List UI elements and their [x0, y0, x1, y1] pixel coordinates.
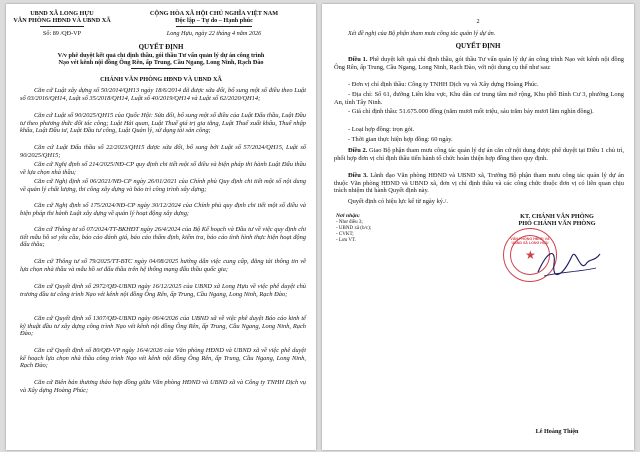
item-contract-type: [334, 126, 624, 134]
legal-basis-8: [20, 258, 306, 273]
effect-clause: [334, 198, 624, 206]
seal-star-icon: ★: [525, 248, 536, 262]
recipient-item: - Như điều 3;: [336, 220, 363, 225]
motto-underline: [176, 26, 252, 27]
country-name: CỘNG HÒA XÃ HỘI CHỦ NGHĨA VIỆT NAM: [149, 10, 279, 17]
legal-basis-6: [20, 202, 306, 217]
place-date: Long Hựu, ngày 22 tháng 4 năm 2026: [166, 30, 262, 37]
agency-line-1: UBND XÃ LONG HỰU: [30, 10, 94, 17]
legal-basis-2: [20, 112, 306, 135]
recipient-item: - CVKT;: [336, 232, 354, 237]
article-2-text: Giao Bộ phận tham mưu công tác quản lý dự án căn cứ nội dung được phê duyệt tại Điều 1 chủ trì, phối hợp đơn vị chỉ định thầu tiến hành tổ chức hoàn thiện hợp đồng theo quy định.: [334, 147, 624, 162]
signing-title-2: PHÓ CHÁNH VĂN PHÒNG: [518, 220, 596, 227]
legal-basis-text: Căn cứ Quyết định số 1307/QĐ-UBND ngày 06/4/2026 của UBND xã về việc phê duyệt Báo cáo kinh tế kỹ thuật đầu tư xây dựng công trình Nạo vét kênh nội đồng Ông Rên, ấp Trung, Cầu Ngang, Long Ninh, Rạch Đào;: [20, 315, 306, 338]
document-page-2: [322, 4, 634, 450]
subject-underline: [131, 68, 191, 69]
subject-line-2: Nạo vét kênh nội đồng Ông Rên, ấp Trung, Cầu Ngang, Long Ninh, Rạch Đào: [58, 59, 264, 66]
article-3-label: Điều 3.: [348, 172, 368, 179]
legal-basis-text: Căn cứ Thông tư số 79/2025/TT-BTC ngày 04/08/2025 hướng dẫn việc cung cấp, đăng tải thông tin về lựa chọn nhà thầu và mẫu hồ sơ đấu thầu trên hệ thống mạng đấu thầu quốc gia;: [20, 258, 306, 273]
item-address: [334, 91, 624, 106]
legal-basis-text: Căn cứ Thông tư số 07/2024/TT-BKHĐT ngày 26/4/2024 của Bộ Kế hoạch và Đầu tư về việc quy định chi tiết mẫu hồ sơ yêu cầu, báo cáo đánh giá, báo cáo thẩm định, kiểm tra, báo cáo tình hình thực hiện hoạt động đấu thầu;: [20, 226, 306, 249]
article-1-text: Phê duyệt kết quả chỉ định thầu, gói thầu Tư vấn quản lý dự án công trình Nạo vét kênh nội đồng Ông Rên, ấp Trung, Cầu Ngang, Long Ninh, Rạch Đào, với nội dung cụ thể như sau:: [334, 56, 624, 71]
article-2-label: Điều 2.: [348, 147, 368, 154]
signing-title-1: KT. CHÁNH VĂN PHÒNG: [520, 213, 594, 220]
article-3: [334, 172, 624, 195]
agency-underline: [40, 26, 84, 27]
motto: Độc lập – Tự do – Hạnh phúc: [175, 17, 253, 24]
agency-line-2: VĂN PHÒNG HĐND VÀ UBND XÃ: [13, 17, 111, 24]
signer-name: Lê Hoàng Thiện: [535, 428, 579, 435]
item-duration: [334, 136, 624, 144]
legal-basis-text: Căn cứ Luật xây dựng số 50/2014/QH13 ngày 18/6/2014 đã được sửa đổi, bổ sung một số điều theo Luật số 03/2016/QH14, Luật số 35/2018/QH14, Luật số 40/2019/QH14 và Luật số 62/2020/QH14;: [20, 87, 306, 102]
document-page-1: [6, 4, 316, 450]
legal-basis-10: [20, 315, 306, 338]
legal-basis-text: Căn cứ Quyết định số 80/QĐ-VP ngày 16/4/2026 của Văn phòng HĐND và UBND xã về việc phê duyệt kế hoạch lựa chọn nhà thầu công trình Nạo vét kênh nội đồng Ông Rên, ấp Trung, Cầu Ngang, Long Ninh, Rạch Đào;: [20, 347, 306, 370]
legal-basis-5: [20, 178, 306, 193]
legal-basis-12: [20, 379, 306, 394]
legal-basis-1: [20, 87, 306, 102]
legal-basis-11: [20, 347, 306, 370]
item-text: - Thời gian thực hiện hợp đồng: 60 ngày.: [348, 136, 453, 143]
legal-basis-text: Căn cứ Nghị định số 175/2024/NĐ-CP ngày 30/12/2024 của Chính phủ quy định chi tiết một số điều và biện pháp thi hành Luật xây dựng về quản lý hoạt động xây dựng;: [20, 202, 306, 217]
article-1: [334, 56, 624, 71]
item-text: - Giá chỉ định thầu: 51.675.000 đồng (năm mươi mốt triệu, sáu trăm bảy mươi lăm nghìn đồng).: [348, 108, 594, 115]
item-price: [334, 108, 624, 116]
recipient-item: - UBND xã (b/c);: [336, 226, 372, 231]
handwritten-signature: [534, 242, 604, 286]
legal-basis-text: Căn cứ Nghị định số 214/2025/NĐ-CP quy định chi tiết một số điều và biện pháp thi hành Luật Đấu thầu về lựa chọn nhà thầu;: [20, 161, 306, 176]
item-text: - Loại hợp đồng: trọn gói.: [348, 126, 415, 133]
page-number: 2: [476, 18, 480, 25]
item-text: - Đơn vị chỉ định thầu: Công ty TNHH Dịch vụ và Xây dựng Hoàng Phúc.: [348, 81, 539, 88]
item-text: - Địa chỉ: Số 61, đường Liên khu vực, Khu dân cư trung tâm mở rộng, Khu phố Bình Cư 3, phường Long An, tỉnh Tây Ninh.: [334, 91, 624, 106]
seal-text: VĂN PHÒNG HĐND VÀ UBND XÃ LONG HỰU: [510, 237, 550, 245]
document-number: Số: 89 /QĐ-VP: [42, 30, 82, 37]
legal-basis-3: [20, 144, 306, 159]
legal-basis-9: [20, 283, 306, 298]
effect-text: Quyết định có hiệu lực kể từ ngày ký./.: [348, 198, 448, 205]
article-2: [334, 147, 624, 162]
article-1-label: Điều 1.: [348, 56, 368, 63]
legal-basis-text: Căn cứ Quyết định số 2972/QĐ-UBND ngày 16/12/2025 của UBND xã Long Hựu về việc phê duyệt chủ trương đầu tư công trình Nạo vét kênh nội đồng Ông Rên, ấp Trung, Cầu Ngang, Long Ninh, Rạch Đào;: [20, 283, 306, 298]
authority-heading: CHÁNH VĂN PHÒNG HĐND VÀ UBND XÃ: [100, 76, 222, 83]
legal-basis-7: [20, 226, 306, 249]
decision-title-2: QUYẾT ĐỊNH: [455, 42, 501, 50]
legal-basis-4: [20, 161, 306, 176]
decision-title: QUYẾT ĐỊNH: [138, 43, 184, 51]
recipients-label: Nơi nhận:: [336, 213, 360, 219]
legal-basis-text: Căn cứ Nghị định số 06/2021/NĐ-CP ngày 26/01/2021 của Chính phủ Quy định chi tiết một số nội dung về quản lý chất lượng, thi công xây dựng và bảo trì công trình xây dựng;: [20, 178, 306, 193]
legal-basis-text: Căn cứ Luật Đấu thầu số 22/2023/QH15 được sửa đổi, bổ sung bởi Luật số 57/2024/QH15, Luật số 90/2025/QH15;: [20, 144, 306, 159]
legal-basis-text: Căn cứ Luật số 90/2025/QH15 của Quốc Hội: Sửa đổi, bổ sung một số điều của Luật Đấu thầu, Luật Đầu tư theo phương thức đối tác công; Luật Hải quan, Luật Thuế giá trị gia tăng, Luật Thuế xuất khẩu, Thuế nhập khẩu, Luật Đầu tư, Luật Đầu tư công, Luật Quản lý, sử dụng tài sản công;: [20, 112, 306, 135]
recipient-item: - Lưu VT.: [336, 238, 356, 243]
consideration-line: Xét đề nghị của Bộ phận tham mưu công tác quản lý dự án.: [348, 30, 496, 37]
legal-basis-text: Căn cứ Biên bản thương thảo hợp đồng giữa Văn phòng HĐND và UBND xã và Công ty TNHH Dịch vụ và Xây dựng Hoàng Phúc;: [20, 379, 306, 394]
item-contractor: [334, 81, 624, 89]
subject-line-1: V/v phê duyệt kết quả chỉ định thầu, gói thầu Tư vấn quản lý dự án công trình: [57, 52, 265, 59]
article-3-text: Lãnh đạo Văn phòng HĐND và UBND xã, Trưởng Bộ phận tham mưu công tác quản lý dự án thuộc Văn phòng HĐND và UBND xã, đơn vị chỉ định thầu và các công chức thuộc đơn vị có liên quan chịu trách nhiệm thi hành Quyết định này.: [334, 172, 624, 195]
